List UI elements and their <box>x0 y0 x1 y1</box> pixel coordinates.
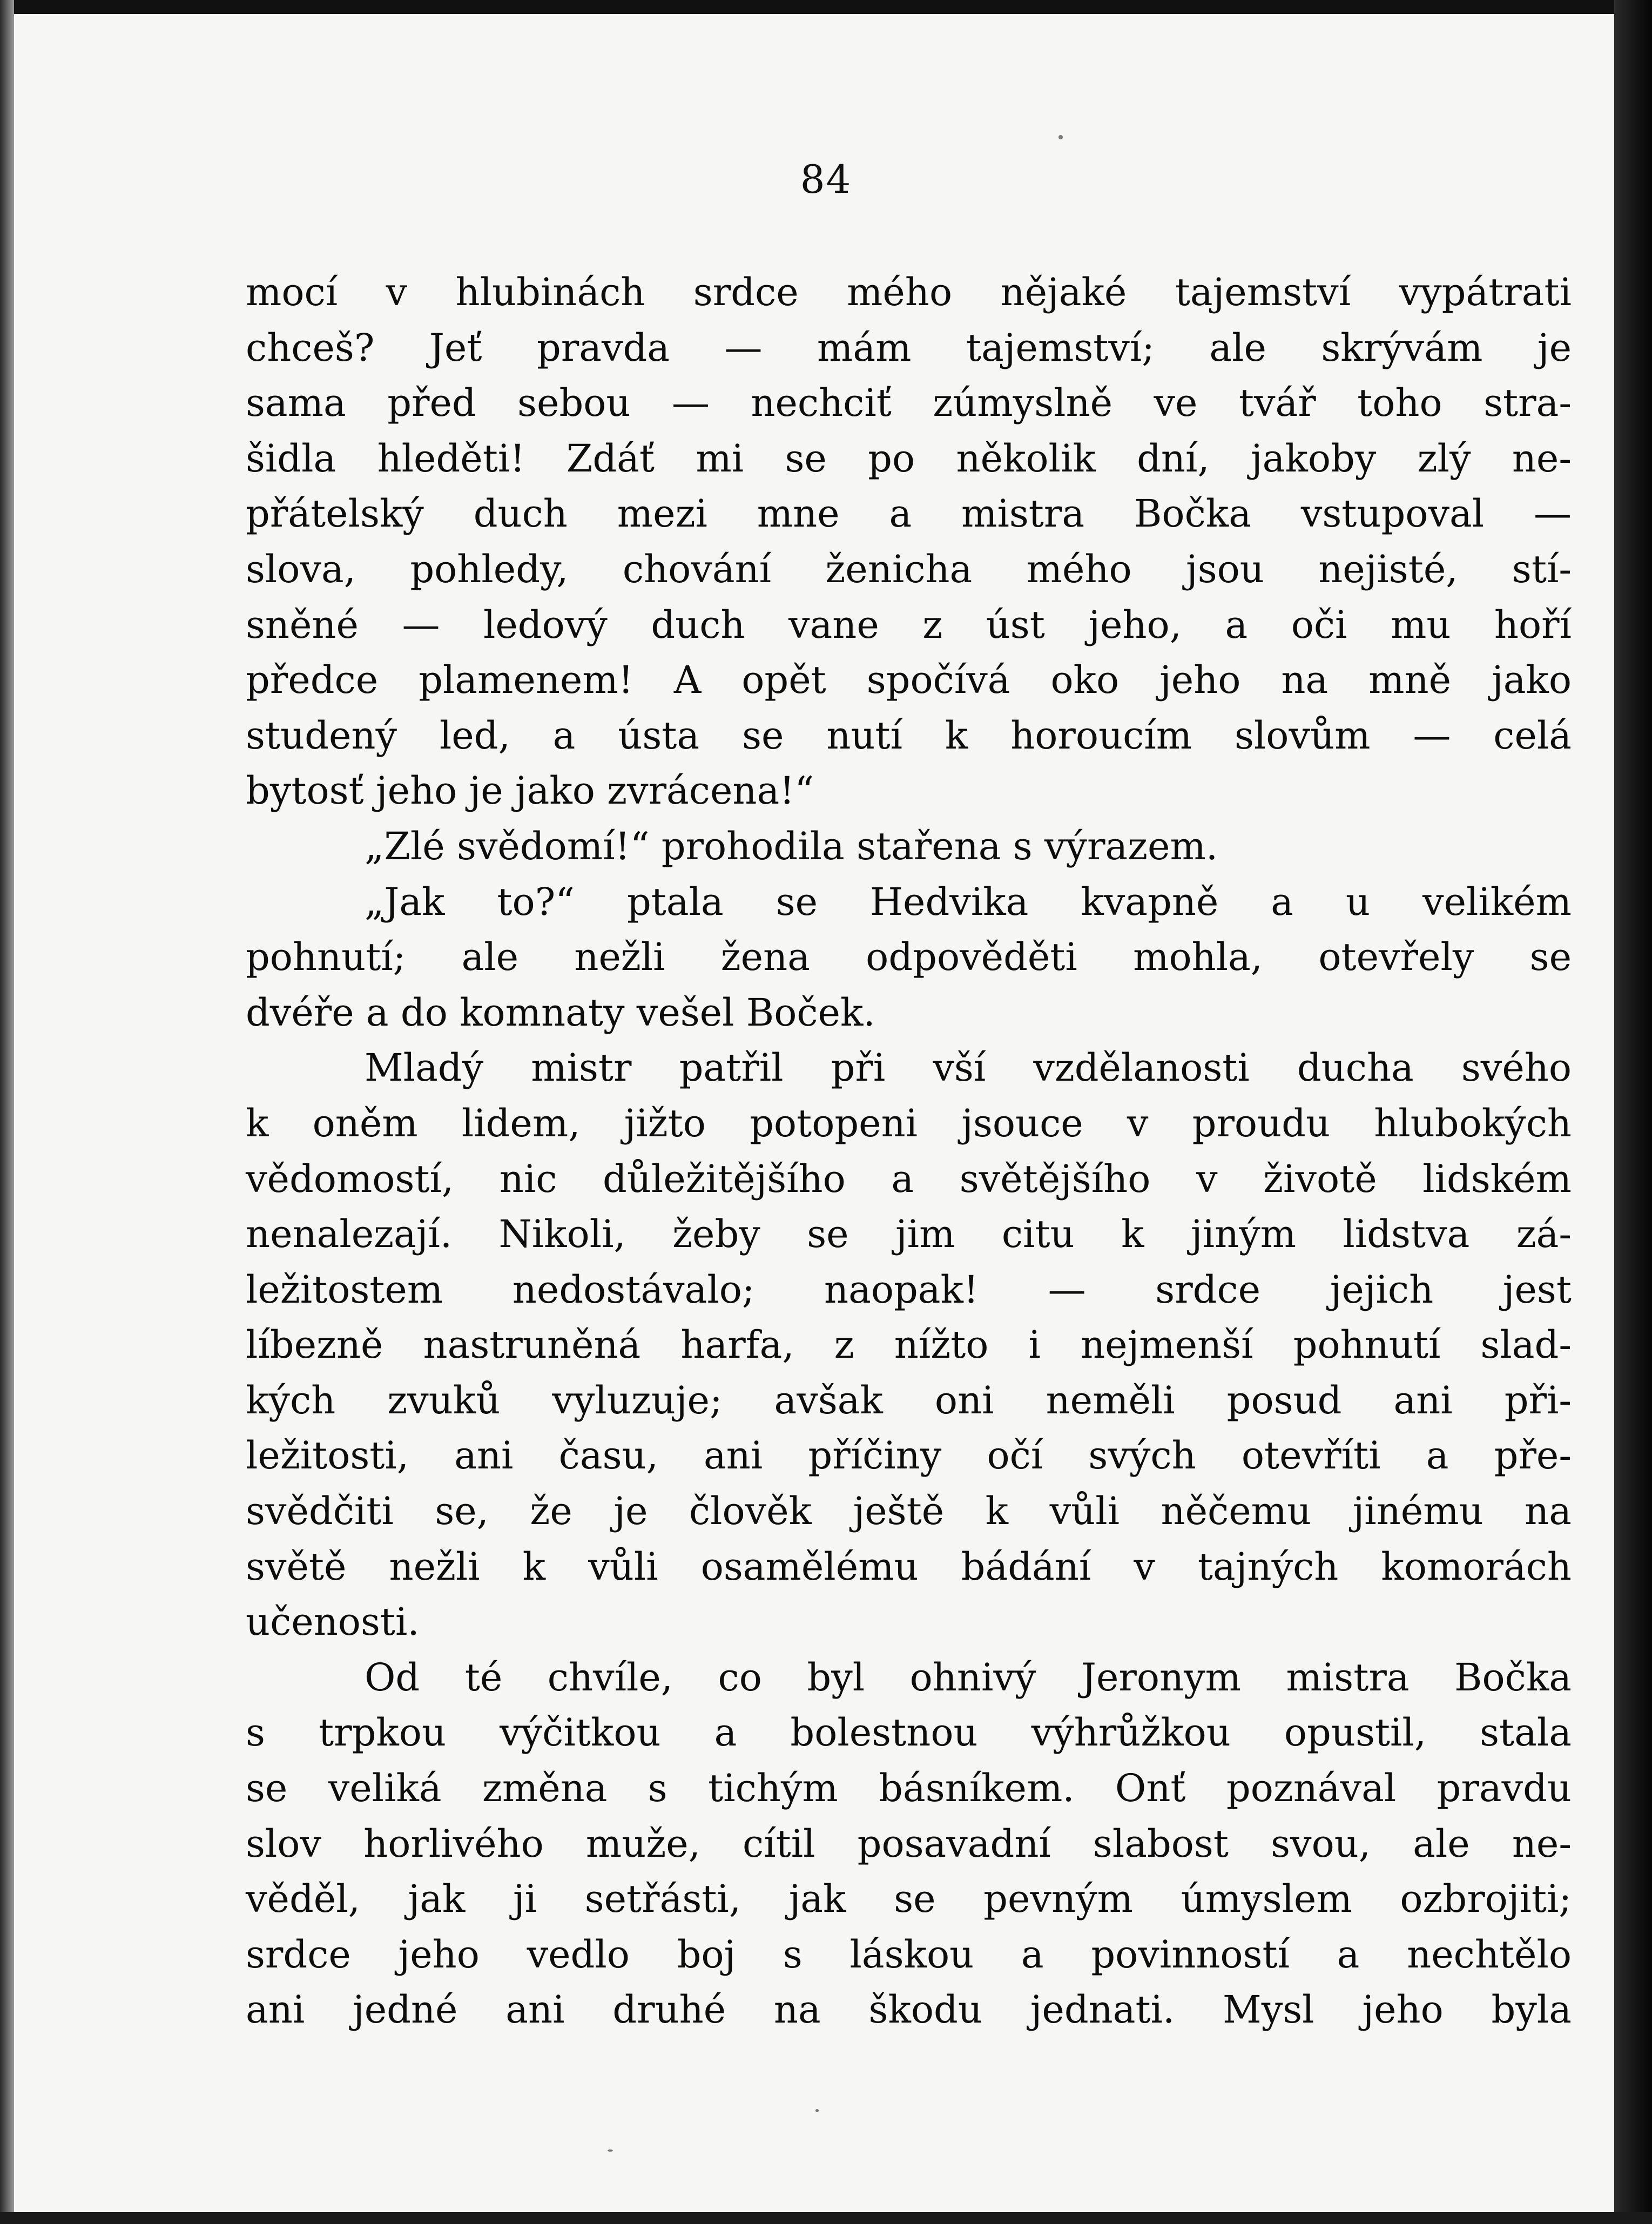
text-line: mocí v hlubinách srdce mého nějaké tajemství vypátrati <box>246 270 1572 314</box>
text-line: světě nežli k vůli osamělému bádání v tajných komorách <box>246 1544 1572 1589</box>
text-line: „Zlé svědomí!“ prohodila stařena s výrazem. <box>365 824 1218 868</box>
text-line: přátelský duch mezi mne a mistra Bočka vstupoval — <box>246 491 1572 536</box>
text-line: líbezně nastruněná harfa, z nížto i nejmenší pohnutí slad- <box>246 1323 1572 1367</box>
paper-speck <box>815 2109 819 2112</box>
paper-speck <box>608 2149 613 2152</box>
scan-edge-top <box>0 0 1652 14</box>
text-line: šidla hleděti! Zdáť mi se po několik dní, jakoby zlý ne- <box>246 436 1572 481</box>
text-line: „Jak to?“ ptala se Hedvika kvapně a u velikém <box>365 879 1572 924</box>
text-line: předce plamenem! A opět spočívá oko jeho na mně jako <box>246 658 1572 703</box>
text-line: vědomostí, nic důležitějšího a světějšího v životě lidském <box>246 1156 1572 1201</box>
text-line: srdce jeho vedlo boj s láskou a povinností a nechtělo <box>246 1932 1572 1977</box>
text-line: s trpkou výčitkou a bolestnou výhrůžkou opustil, stala <box>246 1710 1572 1755</box>
text-line: sněné — ledový duch vane z úst jeho, a oči mu hoří <box>246 602 1572 647</box>
paper-speck <box>1058 135 1063 139</box>
text-line: Od té chvíle, co byl ohnivý Jeronym mistra Bočka <box>365 1655 1572 1700</box>
text-line: k oněm lidem, jižto potopeni jsouce v proudu hlubokých <box>246 1101 1572 1145</box>
scan-edge-left <box>0 0 14 2224</box>
scan-edge-bottom <box>0 2212 1652 2224</box>
text-line: slova, pohledy, chování ženicha mého jsou nejisté, stí- <box>246 547 1572 591</box>
text-line: bytosť jeho je jako zvrácena!“ <box>246 769 814 813</box>
text-line: dvéře a do komnaty vešel Boček. <box>246 990 875 1035</box>
text-line: kých zvuků vyluzuje; avšak oni neměli posud ani při- <box>246 1378 1572 1423</box>
text-line: studený led, a ústa se nutí k horoucím slovům — celá <box>246 713 1572 758</box>
text-line: ani jedné ani druhé na škodu jednati. Mysl jeho byla <box>246 1987 1572 2032</box>
page-number: 84 <box>800 157 852 202</box>
text-line: pohnutí; ale nežli žena odpověděti mohla, otevřely se <box>246 935 1572 980</box>
text-line: Mladý mistr patřil při vší vzdělanosti ducha svého <box>365 1046 1572 1090</box>
text-line: učenosti. <box>246 1600 420 1645</box>
text-line: slov horlivého muže, cítil posavadní slabost svou, ale ne- <box>246 1821 1572 1866</box>
text-line: ležitostem nedostávalo; naopak! — srdce jejich jest <box>246 1267 1572 1312</box>
text-line: svědčiti se, že je člověk ještě k vůli něčemu jinému na <box>246 1489 1572 1534</box>
scan-edge-right <box>1614 0 1652 2224</box>
body-text <box>246 265 1572 2038</box>
text-line: nenalezají. Nikoli, žeby se jim citu k jiným lidstva zá- <box>246 1212 1572 1257</box>
text-line: věděl, jak ji setřásti, jak se pevným úmyslem ozbrojiti; <box>246 1877 1572 1922</box>
text-line: chceš? Jeť pravda — mám tajemství; ale skrývám je <box>246 325 1572 370</box>
text-line: sama před sebou — nechciť zúmyslně ve tvář toho stra- <box>246 381 1572 426</box>
text-line: ležitosti, ani času, ani příčiny očí svých otevříti a pře- <box>246 1433 1572 1478</box>
text-line: se veliká změna s tichým básníkem. Onť poznával pravdu <box>246 1766 1572 1811</box>
